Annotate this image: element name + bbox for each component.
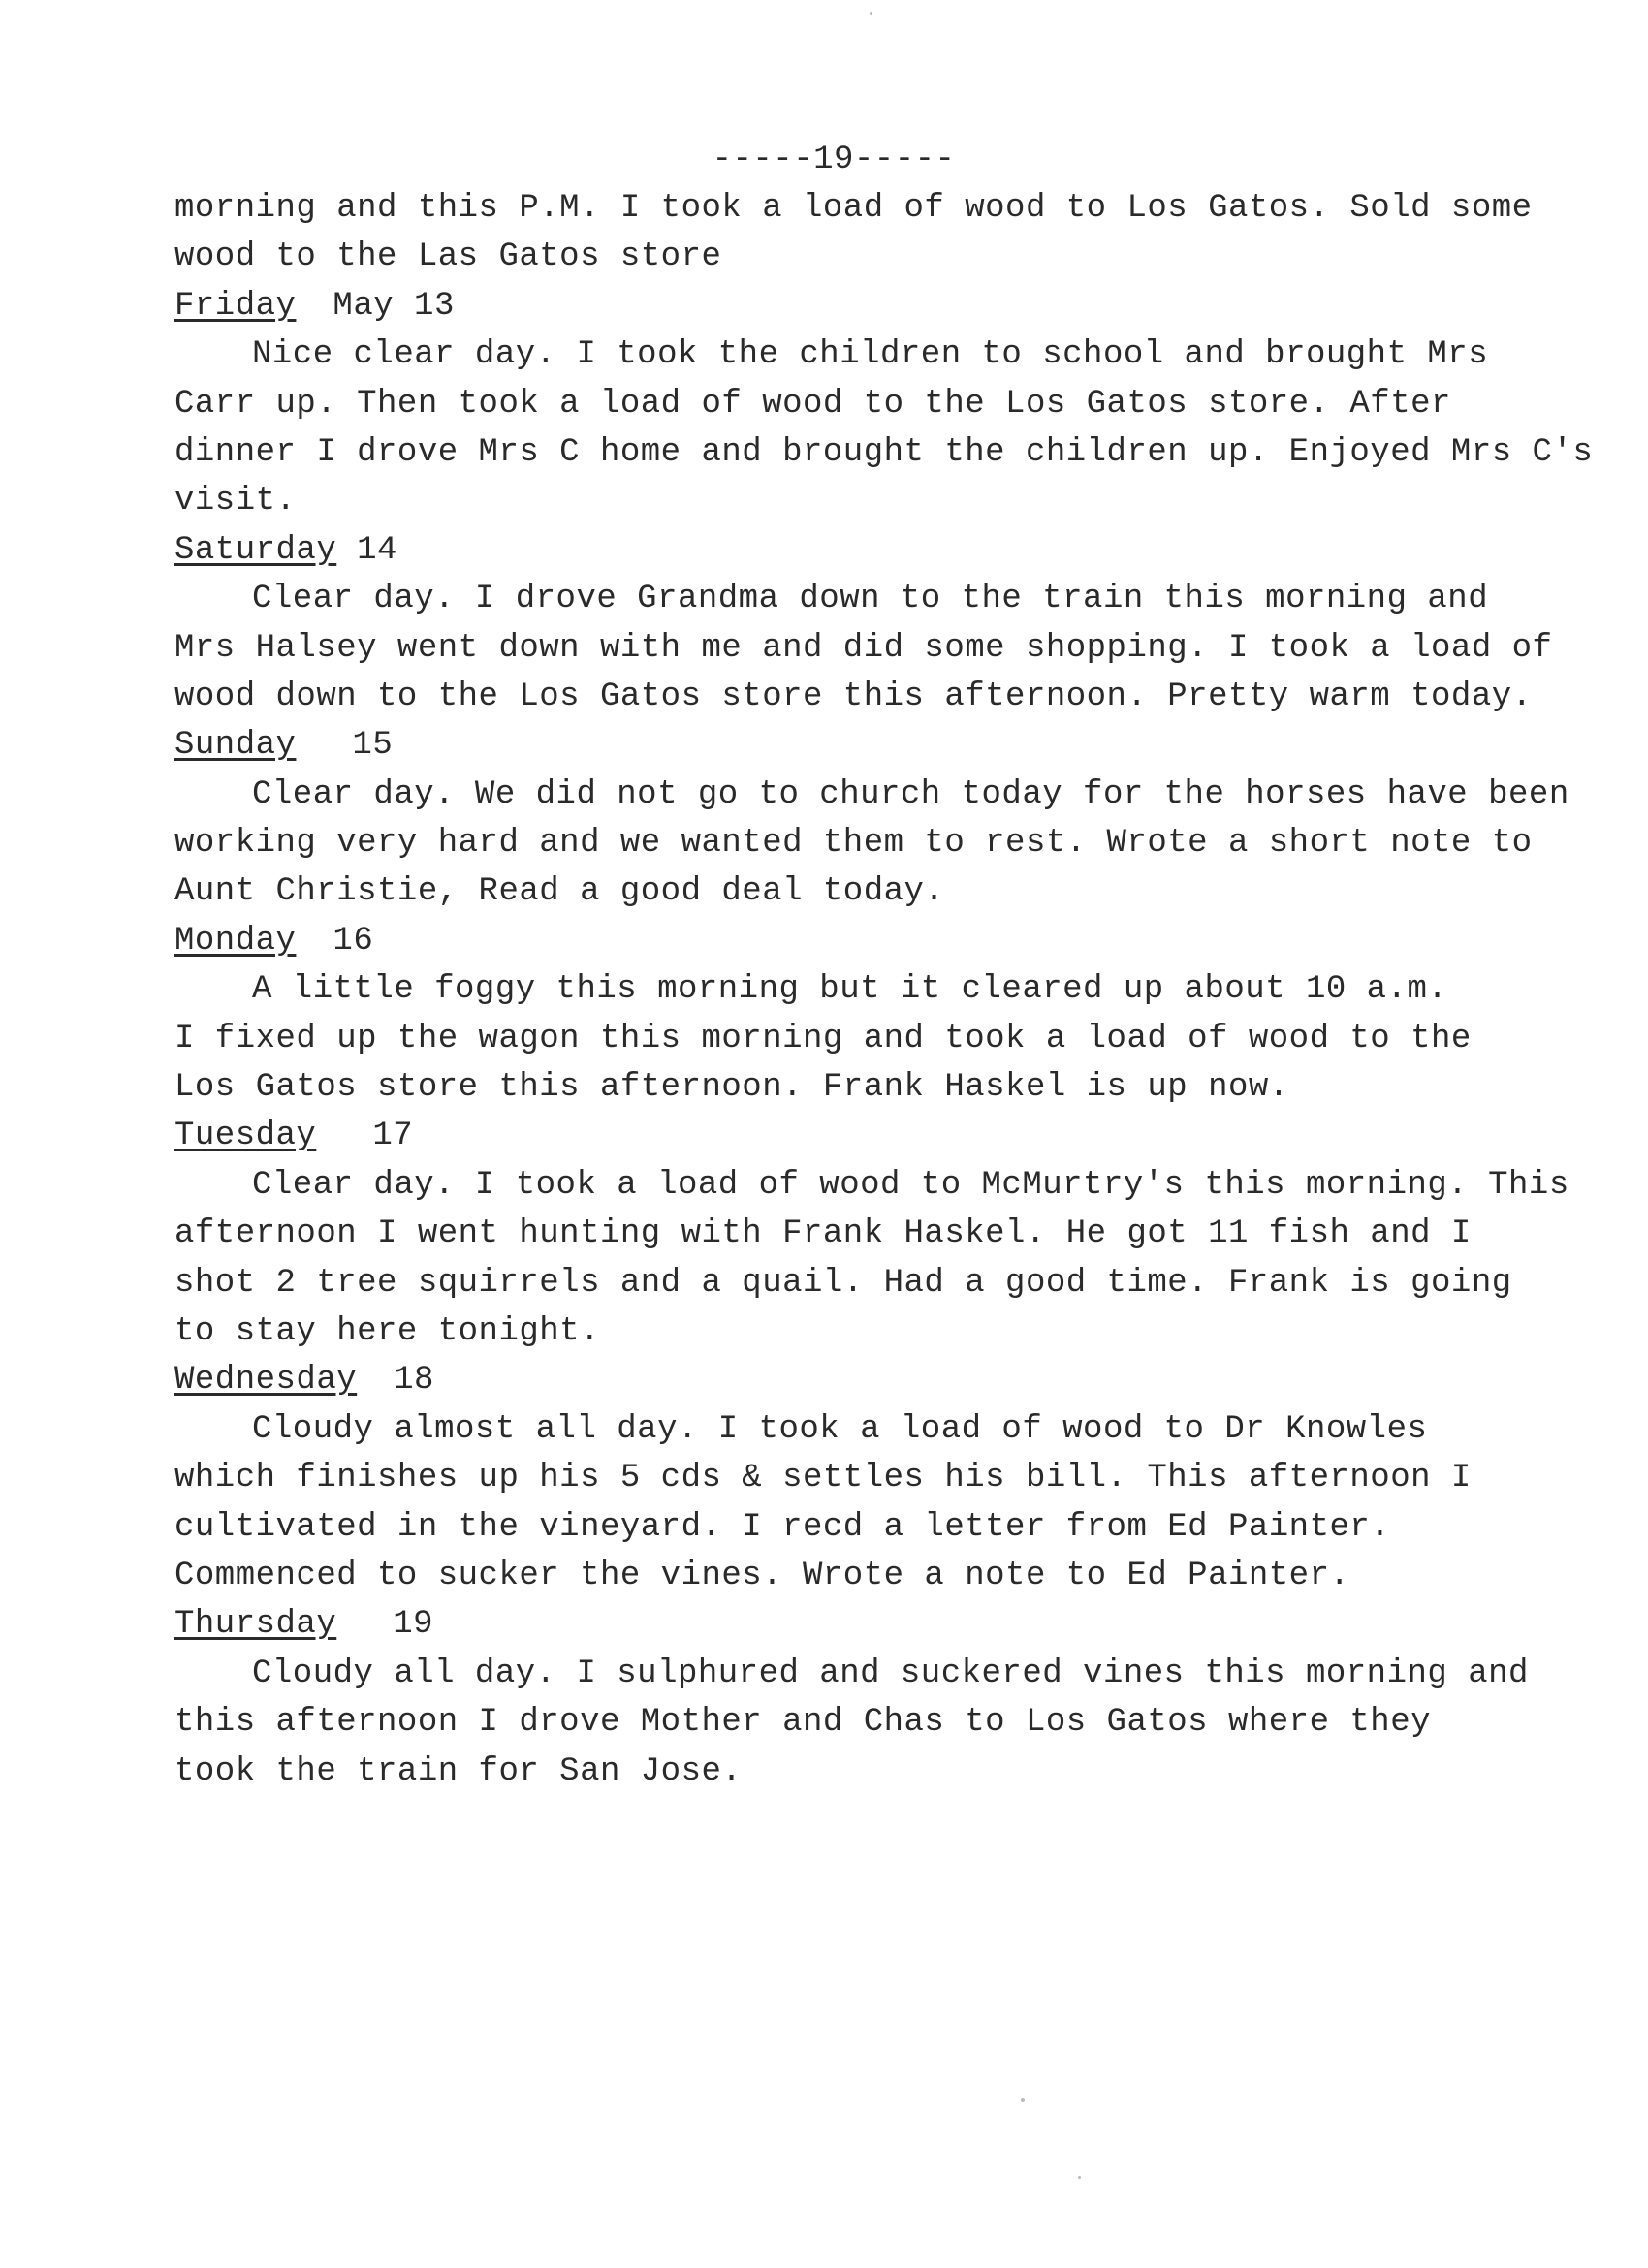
paper-speck [1021,2098,1025,2102]
entry-line: Aunt Christie, Read a good deal today. [174,873,945,911]
page-number: -----19----- [712,142,956,178]
entry-line: afternoon I went hunting with Frank Haskel. He got 11 fish and I [174,1215,1472,1253]
diary-text [174,136,1594,1796]
paper-speck [1078,2176,1081,2179]
entry-heading-thursday [174,1600,1532,1649]
day-name: Saturday [174,531,337,569]
entry-date: 19 [393,1606,434,1644]
entry-date: 17 [372,1118,414,1155]
entry-line: to stay here tonight. [174,1312,600,1350]
entry-line: Clear day. I drove Grandma down to the train this morning and [252,581,1489,618]
day-name: Thursday [174,1606,337,1644]
entry-line: Nice clear day. I took the children to school and brought Mrs [252,336,1489,374]
entry-line: Cloudy all day. I sulphured and suckered vines this morning and [252,1654,1529,1692]
entry-line: A little foggy this morning but it cleared up about 10 a.m. [252,971,1448,1009]
entry-line: Clear day. I took a load of wood to McMurtry's this morning. This [252,1166,1569,1204]
entry-line: I fixed up the wagon this morning and took a load of wood to the [174,1020,1472,1057]
day-name: Sunday [174,727,297,765]
entry-line: wood down to the Los Gatos store this afternoon. Pretty warm today. [174,677,1533,715]
entry-line: cultivated in the vineyard. I recd a letter from Ed Painter. [174,1508,1391,1546]
entry-line: Clear day. We did not go to church today for the horses have been [252,775,1569,813]
entry-heading-wednesday [174,1356,1532,1404]
entry-heading-tuesday [174,1112,1532,1160]
day-name: Tuesday [174,1118,317,1155]
entry-date: 15 [352,727,394,765]
day-name: Wednesday [174,1362,358,1400]
entry-line: Cloudy almost all day. I took a load of wood to Dr Knowles [252,1410,1428,1448]
entry-line: this afternoon I drove Mother and Chas to Los Gatos where they [174,1704,1432,1742]
entry-line: which finishes up his 5 cds & settles his bill. This afternoon I [174,1460,1472,1497]
continued-line: wood to the Las Gatos store [174,238,722,276]
paper-speck [870,12,872,15]
entry-line: working very hard and we wanted them to rest. Wrote a short note to [174,825,1533,863]
entry-heading-saturday [174,526,1532,575]
day-name: Friday [174,287,297,325]
entry-heading-sunday [174,721,1532,770]
entry-line: Commenced to sucker the vines. Wrote a note to Ed Painter. [174,1557,1350,1594]
entry-line: visit. [174,483,297,520]
entry-line: dinner I drove Mrs C home and brought the children up. Enjoyed Mrs C's [174,433,1594,471]
entry-heading-friday [174,282,1532,331]
entry-line: Los Gatos store this afternoon. Frank Haskel is up now. [174,1069,1289,1107]
entry-date: May 13 [333,287,455,325]
entry-date: 14 [357,531,397,569]
entry-line: Carr up. Then took a load of wood to the Los Gatos store. After [174,385,1451,423]
day-name: Monday [174,922,297,960]
entry-date: 18 [394,1362,434,1400]
entry-line: Mrs Halsey went down with me and did some shopping. I took a load of [174,629,1553,667]
entry-date: 16 [333,922,374,960]
continued-line: morning and this P.M. I took a load of wood to Los Gatos. Sold some [174,190,1533,227]
entry-heading-monday [174,917,1532,965]
entry-line: shot 2 tree squirrels and a quail. Had a good time. Frank is going [174,1264,1512,1302]
entry-line: took the train for San Jose. [174,1752,743,1790]
